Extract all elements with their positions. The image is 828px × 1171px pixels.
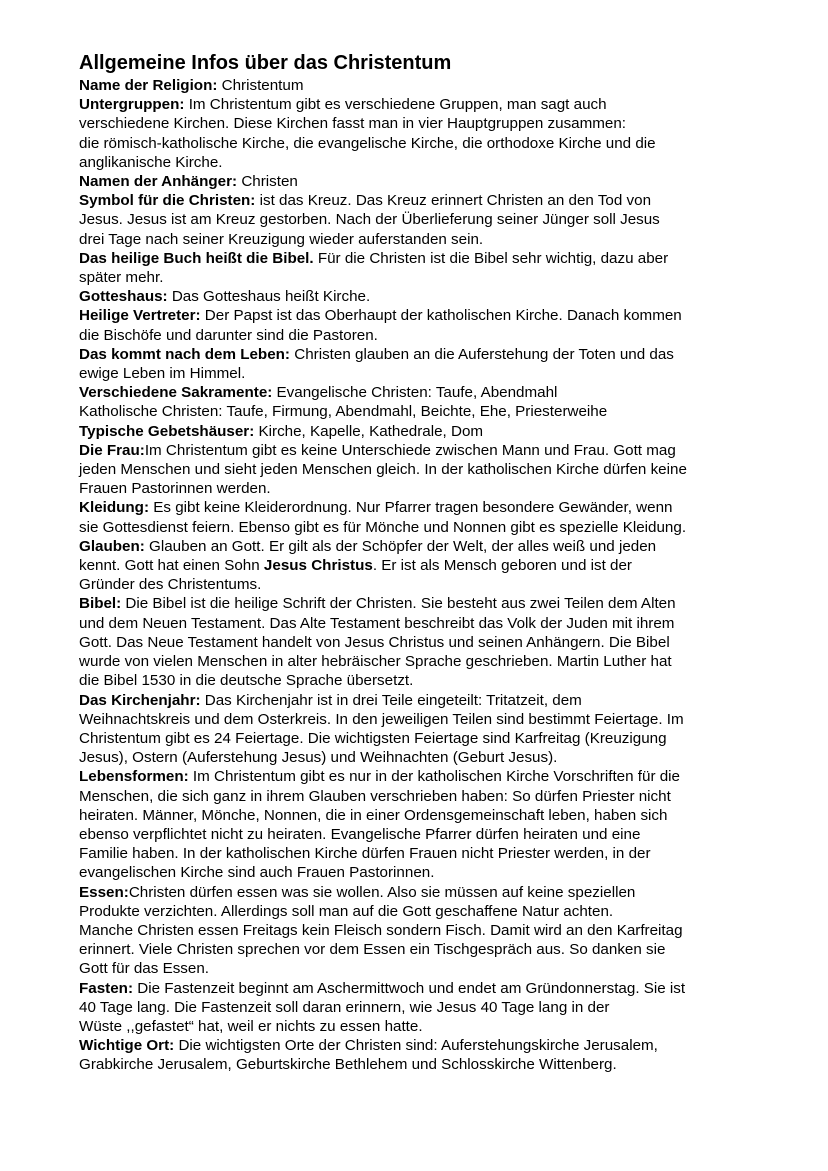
- text-line: Name der Religion: Christentum: [79, 77, 304, 94]
- paragraph: [79, 345, 759, 383]
- paragraph: [79, 498, 759, 536]
- paragraph-label: Das heilige Buch heißt die Bibel.: [79, 249, 314, 267]
- text-line: die römisch-katholische Kirche, die evangelische Kirche, die orthodoxe Kirche und die: [79, 134, 656, 152]
- text-line: wurde von vielen Menschen in alter hebräischer Sprache geschrieben. Martin Luther hat: [79, 653, 672, 671]
- paragraph-label: Namen der Anhänger:: [79, 173, 238, 191]
- text-line: drei Tage nach seiner Kreuzigung wieder auferstanden sein.: [79, 230, 484, 248]
- paragraph-label: Lebensformen:: [79, 768, 189, 786]
- paragraph: [79, 95, 759, 172]
- text-line: 40 Tage lang. Die Fastenzeit soll daran erinnern, wie Jesus 40 Tage lang in der: [79, 998, 610, 1016]
- text-line: Manche Christen essen Freitags kein Fleisch sondern Fisch. Damit wird an den Karfreitag: [79, 921, 683, 939]
- text-line: Namen der Anhänger: Christen: [79, 173, 298, 191]
- paragraph-label: Die Frau:: [79, 441, 145, 459]
- text-line: Typische Gebetshäuser: Kirche, Kapelle, Kathedrale, Dom: [79, 422, 484, 440]
- paragraph: [79, 422, 759, 441]
- text-line: Bibel: Die Bibel ist die heilige Schrift der Christen. Sie besteht aus zwei Teilen dem Alten: [79, 595, 676, 613]
- paragraph-label: Das Kirchenjahr:: [79, 691, 201, 709]
- paragraph: [79, 172, 759, 191]
- text-line: Das Kirchenjahr: Das Kirchenjahr ist in drei Teile eingeteilt: Tritatzeit, dem: [79, 691, 582, 709]
- text-line: später mehr.: [79, 269, 164, 287]
- paragraph: [79, 191, 759, 249]
- document-title: Allgemeine Infos über das Christentum: [79, 52, 452, 74]
- paragraph: [79, 1036, 759, 1074]
- text-line: kennt. Gott hat einen Sohn Jesus Christus. Er ist als Mensch geboren und ist der: [79, 557, 632, 575]
- text-line: sie Gottesdienst feiern. Ebenso gibt es für Mönche und Nonnen gibt es spezielle Kleidung.: [79, 518, 687, 536]
- text-line: verschiedene Kirchen. Diese Kirchen fasst man in vier Hauptgruppen zusammen:: [79, 115, 627, 133]
- emphasis-text: Jesus Christus: [263, 557, 373, 575]
- text-line: Das heilige Buch heißt die Bibel. Für die Christen ist die Bibel sehr wichtig, dazu aber: [79, 249, 669, 267]
- text-line: Heilige Vertreter: Der Papst ist das Oberhaupt der katholischen Kirche. Danach kommen: [79, 307, 682, 325]
- text-line: Untergruppen: Im Christentum gibt es verschiedene Gruppen, man sagt auch: [79, 96, 607, 114]
- text-line: Menschen, die sich ganz in ihrem Glauben verschrieben haben: So dürfen Priester nicht: [79, 787, 671, 805]
- paragraph: [79, 249, 759, 287]
- paragraph-label: Das kommt nach dem Leben:: [79, 345, 290, 363]
- paragraph-label: Kleidung:: [79, 499, 150, 517]
- text-line: ebenso verpflichtet nicht zu heiraten. Evangelische Pfarrer dürfen heiraten und eine: [79, 825, 641, 843]
- text-line: Christentum gibt es 24 Feiertage. Die wichtigsten Feiertage sind Karfreitag (Kreuzigung: [79, 729, 667, 747]
- paragraph-label: Name der Religion:: [79, 77, 218, 94]
- paragraph-label: Verschiedene Sakramente:: [79, 384, 273, 402]
- paragraph: [79, 537, 759, 595]
- paragraph: [79, 883, 759, 979]
- text-line: Symbol für die Christen: ist das Kreuz. Das Kreuz erinnert Christen an den Tod von: [79, 192, 652, 210]
- document-body: [79, 76, 759, 1075]
- document-page: [79, 50, 759, 1075]
- text-line: Glauben: Glauben an Gott. Er gilt als der Schöpfer der Welt, der alles weiß und jeden: [79, 537, 657, 555]
- paragraph-label: Essen:: [79, 883, 129, 901]
- text-line: Grabkirche Jerusalem, Geburtskirche Bethlehem und Schlosskirche Wittenberg.: [79, 1056, 617, 1074]
- text-line: Weihnachtskreis und dem Osterkreis. In den jeweiligen Teilen sind bestimmt Feiertage. Im: [79, 710, 684, 728]
- paragraph: [79, 441, 759, 499]
- paragraph-label: Wichtige Ort:: [79, 1037, 175, 1055]
- paragraph-label: Heilige Vertreter:: [79, 307, 201, 325]
- text-line: Essen:Christen dürfen essen was sie wollen. Also sie müssen auf keine speziellen: [79, 883, 636, 901]
- text-line: Wüste ,,gefastet“ hat, weil er nichts zu essen hatte.: [79, 1017, 423, 1035]
- paragraph: [79, 767, 759, 882]
- paragraph-label: Glauben:: [79, 537, 145, 555]
- text-line: Wichtige Ort: Die wichtigsten Orte der Christen sind: Auferstehungskirche Jerusalem,: [79, 1037, 658, 1055]
- text-line: erinnert. Viele Christen sprechen vor dem Essen ein Tischgespräch aus. So danken sie: [79, 941, 666, 959]
- paragraph-label: Symbol für die Christen:: [79, 192, 256, 210]
- paragraph: [79, 691, 759, 768]
- text-line: Gott für das Essen.: [79, 960, 209, 978]
- text-line: Produkte verzichten. Allerdings soll man auf die Gott geschaffene Natur achten.: [79, 902, 614, 920]
- paragraph: [79, 287, 759, 306]
- text-line: Gott. Das Neue Testament handelt von Jesus Christus und seinen Anhängern. Die Bibel: [79, 633, 670, 651]
- text-line: Lebensformen: Im Christentum gibt es nur in der katholischen Kirche Vorschriften für die: [79, 768, 680, 786]
- text-line: jeden Menschen und sieht jeden Menschen gleich. In der katholischen Kirche dürfen keine: [79, 461, 687, 479]
- text-line: heiraten. Männer, Mönche, Nonnen, die in einer Ordensgemeinschaft leben, haben sich: [79, 806, 668, 824]
- text-line: Das kommt nach dem Leben: Christen glauben an die Auferstehung der Toten und das: [79, 345, 674, 363]
- text-line: Frauen Pastorinnen werden.: [79, 480, 271, 498]
- paragraph: [79, 76, 759, 95]
- text-line: Die Frau:Im Christentum gibt es keine Unterschiede zwischen Mann und Frau. Gott mag: [79, 441, 676, 459]
- paragraph-label: Untergruppen:: [79, 96, 185, 114]
- paragraph: [79, 594, 759, 690]
- paragraph-label: Gotteshaus:: [79, 288, 168, 306]
- paragraph: [79, 383, 759, 421]
- text-line: anglikanische Kirche.: [79, 153, 223, 171]
- text-line: Kleidung: Es gibt keine Kleiderordnung. Nur Pfarrer tragen besondere Gewänder, wenn: [79, 499, 673, 517]
- paragraph: [79, 979, 759, 1037]
- text-line: evangelischen Kirche sind auch Frauen Pastorinnen.: [79, 864, 435, 882]
- text-line: Fasten: Die Fastenzeit beginnt am Aschermittwoch und endet am Gründonnerstag. Sie ist: [79, 979, 686, 997]
- text-line: Verschiedene Sakramente: Evangelische Christen: Taufe, Abendmahl: [79, 384, 558, 402]
- text-line: Gründer des Christentums.: [79, 576, 262, 594]
- text-line: Jesus. Jesus ist am Kreuz gestorben. Nach der Überlieferung seiner Jünger soll Jesus: [79, 211, 660, 229]
- text-line: Katholische Christen: Taufe, Firmung, Abendmahl, Beichte, Ehe, Priesterweihe: [79, 403, 608, 421]
- text-line: und dem Neuen Testament. Das Alte Testament beschreibt das Volk der Juden mit ihrem: [79, 614, 675, 632]
- paragraph-label: Fasten:: [79, 979, 134, 997]
- text-line: ewige Leben im Himmel.: [79, 365, 246, 383]
- paragraph: [79, 306, 759, 344]
- text-line: Gotteshaus: Das Gotteshaus heißt Kirche.: [79, 288, 371, 306]
- text-line: Jesus), Ostern (Auferstehung Jesus) und Weihnachten (Geburt Jesus).: [79, 749, 558, 767]
- text-line: die Bischöfe und darunter sind die Pastoren.: [79, 326, 378, 344]
- paragraph-label: Bibel:: [79, 595, 122, 613]
- text-line: die Bibel 1530 in die deutsche Sprache übersetzt.: [79, 672, 414, 690]
- paragraph-label: Typische Gebetshäuser:: [79, 422, 255, 440]
- text-line: Familie haben. In der katholischen Kirche dürfen Frauen nicht Priester werden, in der: [79, 845, 651, 863]
